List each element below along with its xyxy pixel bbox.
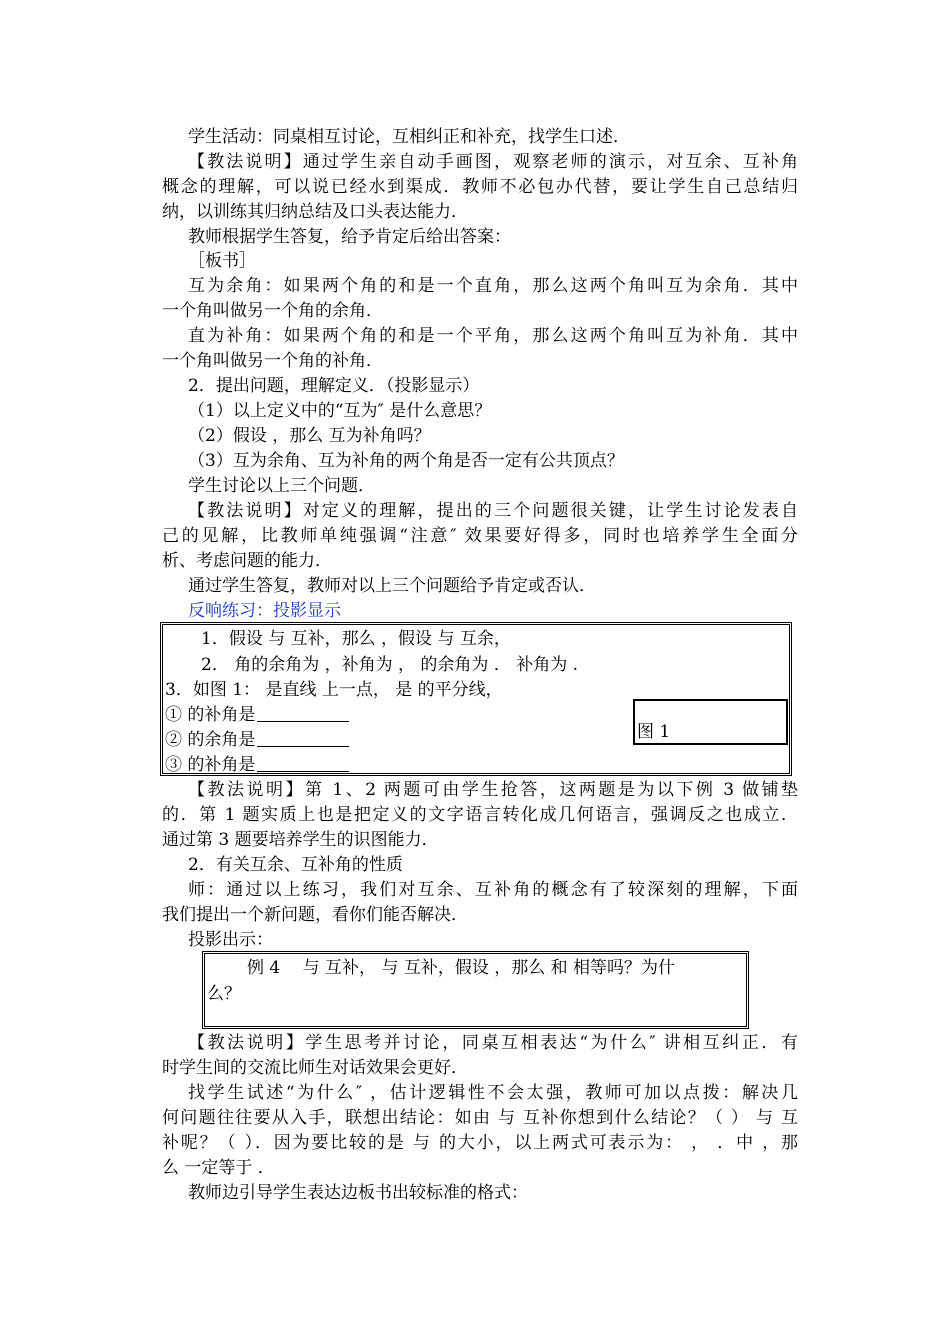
- exercise-heading: 反响练习：投影显示: [188, 601, 341, 621]
- question-line: （1）以上定义中的“互为″ 是什么意思？: [188, 401, 492, 421]
- paragraph-line: 己的见解，比教师单纯强调“注意″ 效果要好得多，同时也培养学生全面分: [162, 526, 798, 546]
- teaching-note-line: 【教法说明】对定义的理解，提出的三个问题很关键，让学生讨论发表自: [188, 501, 798, 521]
- figure-1-placeholder: [633, 699, 788, 745]
- answer-label: ② 的余角是: [165, 730, 256, 750]
- paragraph-line: 通过第 3 题要培养学生的识图能力．: [162, 830, 439, 850]
- paragraph-line: 析、考虑问题的能力．: [162, 551, 332, 571]
- exercise-answer-3: [165, 753, 349, 777]
- exercise-answer-2: [165, 728, 349, 752]
- answer-label: ③ 的补角是: [165, 755, 256, 775]
- paragraph-line: 补呢？（ ）．因为要比较的是 与 的大小，以上两式可表示为： ， ．中 ，那: [162, 1133, 798, 1153]
- paragraph-line: 投影出示：: [188, 930, 273, 950]
- example-line: 么？: [207, 984, 241, 1004]
- paragraph-line: 何问题往往要从入手，联想出结论：如由 与 互补你想到什么结论？（ ） 与 互: [162, 1108, 798, 1128]
- paragraph-line: 学生讨论以上三个问题．: [188, 476, 375, 496]
- paragraph-line: 教师根据学生答复，给予肯定后给出答案：: [188, 227, 511, 247]
- answer-blank: [257, 756, 349, 772]
- exercise-question-1: 1．假设 与 互补，那么 ，假设 与 互余，: [201, 629, 511, 649]
- definition-line: 直为补角：如果两个角的和是一个平角，那么这两个角叫互为补角．其中: [188, 326, 798, 346]
- paragraph-line: 学生活动：同桌相互讨论，互相纠正和补充，找学生口述．: [188, 127, 630, 147]
- paragraph-line: 找学生试述“为什么″ ，估计逻辑性不会太强，教师可加以点拨：解决几: [188, 1083, 798, 1103]
- definition-line: 一个角叫做另一个角的余角．: [162, 301, 383, 321]
- teaching-note-line: 【教法说明】通过学生亲自动手画图，观察老师的演示，对互余、互补角: [188, 152, 798, 172]
- example-line: 例 4 与 互补， 与 互补，假设 ，那么 和 相等吗？为什: [247, 958, 676, 978]
- question-line: （3）互为余角、互为补角的两个角是否一定有公共顶点？: [188, 451, 624, 471]
- paragraph-line: 纳，以训练其归纳总结及口头表达能力．: [162, 202, 468, 222]
- teaching-note-line: 【教法说明】学生思考并讨论，同桌互相表达“为什么″ 讲相互纠正．有: [188, 1033, 798, 1053]
- section-heading: 2．有关互余、互补角的性质: [188, 855, 403, 875]
- example-box: [202, 951, 749, 1029]
- section-heading: 2．提出问题，理解定义．（投影显示）: [188, 376, 480, 396]
- paragraph-line: 概念的理解，可以说已经水到渠成．教师不必包办代替，要让学生自己总结归: [162, 177, 798, 197]
- exercise-answer-1: [165, 703, 349, 727]
- question-line: （2）假设 ，那么 互为补角吗？: [188, 426, 431, 446]
- paragraph-line: 的．第 1 题实质上也是把定义的文字语言转化成几何语言，强调反之也成立．: [162, 805, 798, 825]
- paragraph-line: 时学生间的交流比师生对话效果会更好．: [162, 1058, 468, 1078]
- board-heading: ［板书］: [188, 251, 256, 271]
- figure-label: 图 1: [637, 722, 671, 742]
- answer-label: ① 的补角是: [165, 705, 256, 725]
- definition-line: 一个角叫做另一个角的补角．: [162, 351, 383, 371]
- paragraph-line: 我们提出一个新问题，看你们能否解决．: [162, 905, 468, 925]
- definition-line: 互为余角：如果两个角的和是一个直角，那么这两个角叫互为余角．其中: [188, 276, 798, 296]
- paragraph-line: 师：通过以上练习，我们对互余、互补角的概念有了较深刻的理解，下面: [188, 880, 798, 900]
- answer-blank: [257, 706, 349, 722]
- exercise-question-2: 2． 角的余角为 ，补角为 ， 的余角为 ． 补角为 .: [201, 655, 579, 675]
- answer-blank: [257, 731, 349, 747]
- exercise-question-3: 3．如图 1： 是直线 上一点， 是 的平分线，: [165, 680, 503, 700]
- teaching-note-line: 【教法说明】第 1、2 两题可由学生抢答，这两题是为以下例 3 做铺垫: [188, 780, 798, 800]
- paragraph-line: 教师边引导学生表达边板书出较标准的格式：: [188, 1183, 528, 1203]
- paragraph-line: 通过学生答复，教师对以上三个问题给予肯定或否认．: [188, 576, 596, 596]
- paragraph-line: 么 一定等于 ．: [162, 1158, 275, 1178]
